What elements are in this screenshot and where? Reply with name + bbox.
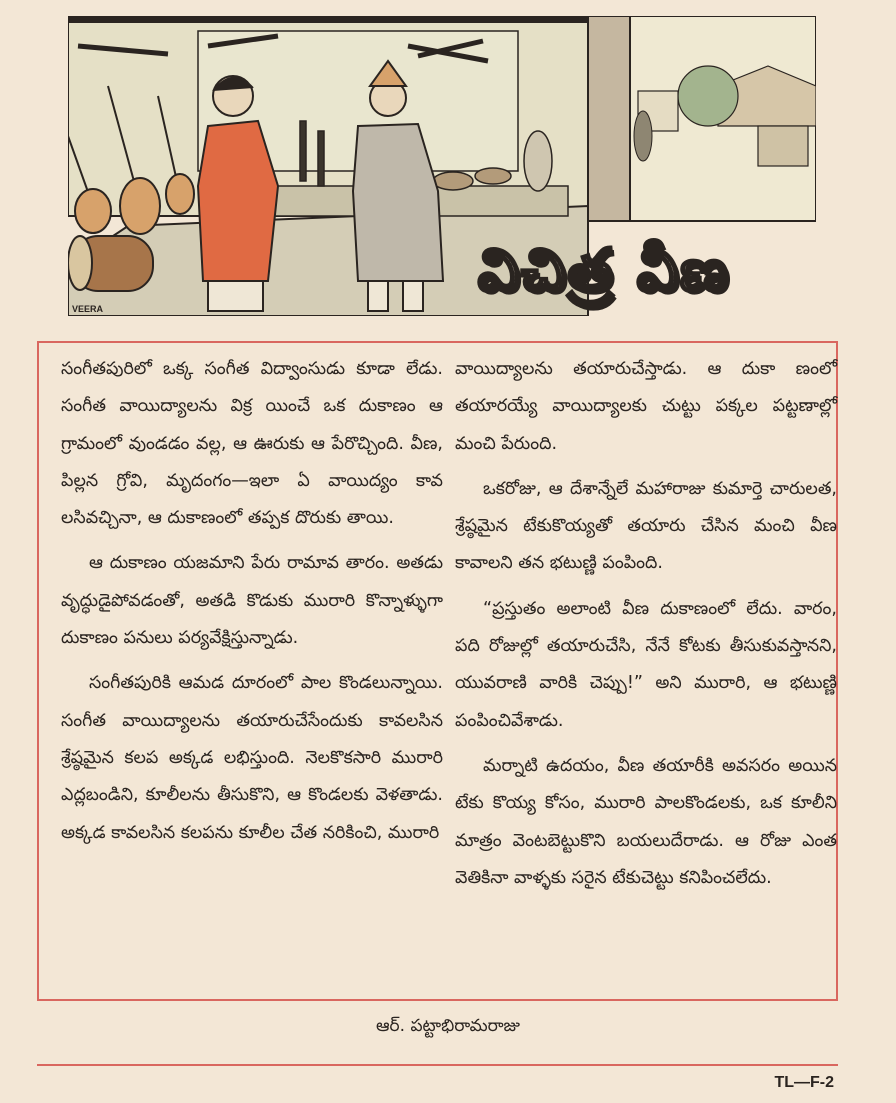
story-title: విచిత్ర వీణ <box>478 236 731 304</box>
paragraph: సంగీతపురికి ఆమడ దూరంలో పాల కొండలున్నాయి. సంగీత వాయిద్యాలను తయారుచేసేందుకు కావలసిన శ్రేష్ఠమైన కలప అక్కడ లభిస్తుంది. నెలకొకసారి మురారి ఎద్లబండిని, కూలీలను తీసుకొని, ఆ కొండలకు వెళతాడు. అక్కడ కావలసిన కలపను కూలీల చేత నరికించి, మురారి <box>61 673 443 843</box>
paragraph: వాయిద్యాలను తయారుచేస్తాడు. ఆ దుకా ణంలో తయారయ్యే వాయిద్యాలకు చుట్టు పక్కల పట్టణాల్లో మంచి పేరుంది. <box>455 359 837 454</box>
paragraph: మర్నాటి ఉదయం, వీణ తయారీకి అవసరం అయిన టేకు కొయ్య కోసం, మురారి పాలకొండలకు, ఒక కూలీని మాత్రం వెంటబెట్టుకొని బయలుదేరాడు. ఆ రోజు ఎంత వెతికినా వాళ్ళకు సరైన టేకుచెట్టు కనిపించలేదు. <box>455 755 837 888</box>
paragraph: సంగీతపురిలో ఒక్క సంగీత విద్వాంసుడు కూడా లేడు. సంగీత వాయిద్యాలను విక్ర యించే ఒక దుకాణం ఆ గ్రామంలో వుండడం వల్ల, ఆ ఊరుకు ఆ పేరొచ్చింది. వీణ, పిల్లన గ్రోవి, మృదంగం—ఇలా ఏ వాయిద్యం కావ లసివచ్చినా, ఆ దుకాణంలో తప్పక దొరుకు తాయి. <box>61 359 443 529</box>
paragraph: “ప్రస్తుతం అలాంటి వీణ దుకాణంలో లేదు. వారం, పది రోజుల్లో తయారుచేసి, నేనే కోటకు తీసుకువస్తానని, యువరాణి వారికి చెప్పు!” అని మురారి, ఆ భటుణ్ణి పంపించివేశాడు. <box>455 598 837 731</box>
story-box <box>37 341 838 1001</box>
illustrator-signature: VEERA <box>72 304 104 314</box>
page-code: TL—F-2 <box>774 1074 834 1091</box>
left-column <box>61 351 443 860</box>
bottom-divider <box>37 1064 838 1066</box>
paragraph: ఆ దుకాణం యజమాని పేరు రామావ తారం. అతడు వృద్ధుడైపోవడంతో, అతడి కొడుకు మురారి కొన్నాళ్ళుగా దుకాణం పనులు పర్యవేక్షిస్తున్నాడు. <box>61 553 443 649</box>
author-credit: ఆర్. పట్టాభిరామరాజు <box>375 1016 520 1036</box>
paragraph: ఒకరోజు, ఆ దేశాన్నేలే మహారాజు కుమార్తె చారులత, శ్రేష్ఠమైన టేకుకొయ్యతో తయారు చేసిన మంచి వీణ కావాలని తన భటుణ్ణి పంపింది. <box>455 478 837 574</box>
right-column <box>455 351 837 905</box>
